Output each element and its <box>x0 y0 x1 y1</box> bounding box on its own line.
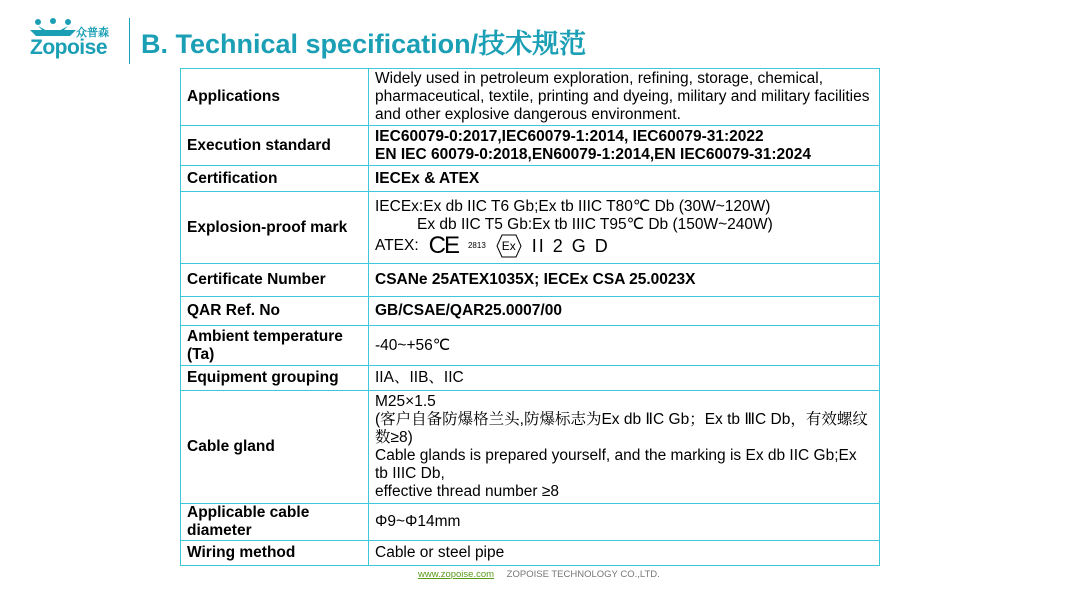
row-value: GB/CSAE/QAR25.0007/00 <box>369 297 880 326</box>
row-value: IIA、IIB、IIC <box>369 366 880 391</box>
spec-table <box>180 68 880 566</box>
footer <box>418 569 660 580</box>
row-label: Certificate Number <box>181 264 369 297</box>
atex-marks <box>375 231 873 259</box>
table-row <box>181 264 880 297</box>
table-row <box>181 126 880 166</box>
ex-symbol: Ex <box>501 238 516 253</box>
row-label: Execution standard <box>181 126 369 166</box>
row-label: Wiring method <box>181 541 369 566</box>
row-label: Applicable cable diameter <box>181 504 369 541</box>
page-title: B. Technical specification/技术规范 <box>141 29 587 59</box>
table-row <box>181 541 880 566</box>
gland-line: Cable glands is prepared yourself, and the marking is Ex db IIC Gb;Ex tb IIIC Db, <box>375 447 857 482</box>
zopoise-logo: 众普森 Zopoise <box>28 18 120 64</box>
standard-line: IEC60079-0:2017,IEC60079-1:2014, IEC60079-31:2022 <box>375 127 764 145</box>
row-label: Explosion-proof mark <box>181 192 369 264</box>
row-value <box>369 126 880 166</box>
row-value: Widely used in petroleum exploration, refining, storage, chemical, pharmaceutical, textile, printing and dyeing, military and military facilities and other explosive dangerous environment. <box>369 69 880 126</box>
row-value <box>369 192 880 264</box>
table-row <box>181 166 880 192</box>
row-value: Cable or steel pipe <box>369 541 880 566</box>
table-row <box>181 297 880 326</box>
row-value: Φ9~Φ14mm <box>369 504 880 541</box>
row-label: Cable gland <box>181 391 369 504</box>
header-divider <box>129 18 130 64</box>
ex-hexagon-icon <box>496 234 522 258</box>
gland-line: M25×1.5 <box>375 393 436 410</box>
notified-body-number: 2813 <box>467 240 486 250</box>
row-label: Equipment grouping <box>181 366 369 391</box>
table-row <box>181 391 880 504</box>
row-value <box>369 391 880 504</box>
company-name: ZOPOISE TECHNOLOGY CO.,LTD. <box>506 569 660 580</box>
mark-line: IECEx:Ex db IIC T6 Gb;Ex tb IIIC T80℃ Db (30W~120W) <box>375 197 771 215</box>
row-label: Ambient temperature (Ta) <box>181 326 369 366</box>
table-row <box>181 326 880 366</box>
atex-label: ATEX: <box>375 236 419 254</box>
website-link[interactable]: www.zopoise.com <box>418 569 495 580</box>
table-row <box>181 192 880 264</box>
row-value: IECEx & ATEX <box>369 166 880 192</box>
row-value: -40~+56℃ <box>369 326 880 366</box>
row-label: Certification <box>181 166 369 192</box>
mark-line: Ex db IIC T5 Gb:Ex tb IIIC T95℃ Db (150W~240W) <box>417 215 773 233</box>
row-label: Applications <box>181 69 369 126</box>
standard-line: EN IEC 60079-0:2018,EN60079-1:2014,EN IEC60079-31:2024 <box>375 145 812 163</box>
ce-mark-icon: CE <box>428 231 458 259</box>
logo-figures-icon <box>30 18 76 38</box>
atex-group: II 2 G D <box>531 235 610 256</box>
row-value: CSANe 25ATEX1035X; IECEx CSA 25.0023X <box>369 264 880 297</box>
table-row <box>181 504 880 541</box>
row-label: QAR Ref. No <box>181 297 369 326</box>
gland-line: (客户自备防爆格兰头,防爆标志为Ex db ⅡC Gb；Ex tb ⅢC Db，有效螺纹数≥8) <box>375 411 868 446</box>
table-row <box>181 69 880 126</box>
table-row <box>181 366 880 391</box>
gland-line: effective thread number ≥8 <box>375 483 559 500</box>
